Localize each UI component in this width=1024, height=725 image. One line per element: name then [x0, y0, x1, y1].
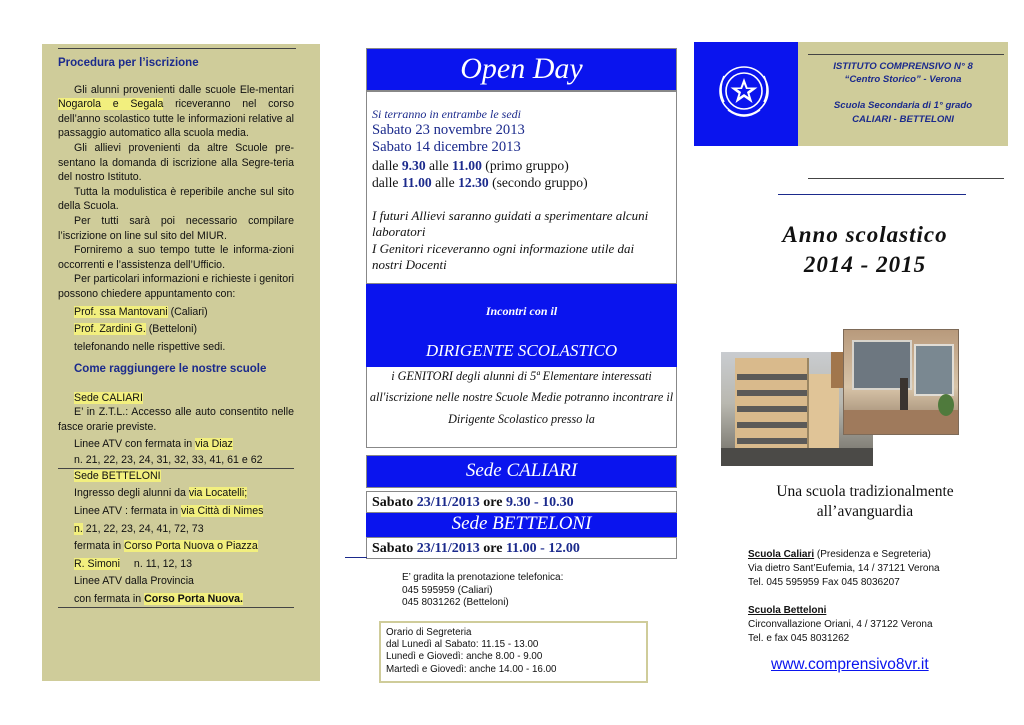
office-line-1: dal Lunedì al Sabato: 11.15 - 13.00 [386, 639, 539, 651]
title-divider [778, 194, 966, 195]
betteloni-slot-ore: ore [479, 541, 506, 556]
paragraph-online: Per tutti sarà poi necessario compilare l’iscrizione on line sul sito del MIUR. [58, 214, 294, 242]
contact-note: telefonando nelle rispettive sedi. [74, 340, 226, 353]
contact-info [748, 548, 940, 646]
emblem-box [694, 42, 798, 146]
betteloni-label-text: Sede BETTELONI [74, 469, 161, 482]
school-header [798, 42, 1008, 146]
contact-2 [58, 322, 294, 337]
betteloni-stop3-place: R. Simoni [74, 557, 120, 570]
meetings-with: Incontri con il [485, 304, 558, 318]
time2-text: dalle [372, 175, 402, 191]
caliari-stop: via Diaz [195, 437, 233, 450]
reach-title: Come raggiungere le nostre scuole [74, 363, 267, 376]
tagline-line-1: Una scuola tradizionalmente [776, 483, 954, 500]
italian-republic-emblem-icon [694, 42, 798, 146]
time1-text: dalle [372, 157, 402, 173]
caliari-numbers: n. 21, 22, 23, 24, 31, 32, 33, 41, 61 e 62 [58, 453, 294, 469]
caliari-contact-address: Via dietro Sant’Eufemia, 14 / 37121 Verona [748, 563, 940, 574]
office-title: Orario di Segreteria [386, 627, 472, 638]
betteloni-numbers-list: 21, 22, 23, 24, 41, 72, 73 [82, 522, 204, 535]
parents-meeting [366, 367, 677, 448]
province-lines: Linee ATV dalla Provincia [74, 575, 194, 588]
left-panel [42, 44, 320, 681]
school-year-label: Anno scolastico [782, 222, 948, 247]
parents-line-2: all'iscrizione nelle nostre Scuole Medie potranno incontrare il [369, 390, 674, 404]
sede-caliari-title: Sede CALIARI [366, 455, 677, 488]
caliari-slot-ore: ore [479, 495, 506, 510]
betteloni-stop2-text: fermata in [74, 540, 125, 553]
betteloni-slot-text: Sabato [372, 541, 417, 556]
sede-betteloni-title: Sede BETTELONI [366, 513, 677, 537]
principal-box [366, 284, 677, 367]
time2-from: 11.00 [401, 175, 432, 191]
betteloni-entry [58, 486, 294, 501]
header-divider-bottom [808, 178, 1004, 179]
paragraph-elementary [58, 83, 294, 141]
caliari-slot-text: Sabato [372, 495, 417, 510]
province-stop-place: Corso Porta Nuova. [144, 593, 243, 605]
school-type: Scuola Secondaria di 1° grado [833, 100, 973, 112]
caliari-slot-time: 9.30 - 10.30 [505, 495, 574, 510]
betteloni-slot-time: 11.00 - 12.00 [505, 541, 580, 556]
time1-text-b: alle [425, 157, 453, 173]
open-day-box [366, 91, 677, 284]
caliari-ztl: E’ in Z.T.L.: Accesso alle auto consentito nelle fasce orarie previste. [58, 406, 294, 434]
caliari-contact-role: (Presidenza e Segreteria) [814, 549, 931, 560]
betteloni-stop2-place: Corso Porta Nuova o Piazza [124, 540, 258, 553]
caliari-contact-name: Scuola Caliari [748, 549, 815, 560]
caliari-label [58, 391, 294, 406]
office-line-3: Martedì e Giovedì: anche 14.00 - 16.00 [386, 663, 557, 675]
procedure-title: Procedura per l’iscrizione [58, 57, 199, 69]
principal-title: DIRIGENTE SCOLASTICO [425, 341, 618, 360]
caliari-lines-text: Linee ATV con fermata in [74, 437, 196, 450]
caliari-contact-phone: Tel. 045 595959 Fax 045 8036207 [748, 577, 900, 588]
time1-to: 11.00 [452, 157, 482, 173]
time2-text-b: alle [431, 175, 459, 191]
p1-text-b: riceveranno nel corso dell’anno scolastico tutte le informazioni relative al passaggio automatico alla scuola media. [58, 98, 294, 140]
paragraph-forms: Tutta la modulistica è reperibile anche sul sito della Scuola. [58, 185, 294, 213]
open-day-date-2: Sabato 14 dicembre 2013 [372, 139, 521, 156]
betteloni-stop3-numbers: n. 11, 12, 13 [133, 557, 193, 570]
betteloni-entry-text: Ingresso degli alunni da [74, 487, 189, 500]
betteloni-contact-name: Scuola Betteloni [748, 605, 827, 616]
paragraph-assistance: Forniremo a suo tempo tutte le informa-zioni occorrenti e l’assistenza dell’Ufficio. [58, 244, 294, 271]
caliari-slot-date: 23/11/2013 [416, 495, 480, 510]
school-year-range: 2014 - 2015 [803, 252, 927, 277]
time2-to: 12.30 [458, 175, 489, 191]
parents-line-1: i GENITORI degli alunni di 5ª Elementare interessati [391, 369, 652, 383]
contact-1 [58, 305, 294, 320]
caliari-contact-title [748, 548, 940, 562]
contact-2-name: Prof. Zardini G. [74, 323, 146, 336]
institute-location: “Centro Storico” - Verona [844, 74, 962, 86]
contact-1-name: Prof. ssa Mantovani [74, 305, 168, 318]
photo-school-hallway [843, 329, 959, 435]
paragraph-other-schools: Gli allievi provenienti da altre Scuole pre-sentano la domanda di iscrizione alla Segre-teria del nostro Istituto. [58, 141, 294, 184]
betteloni-lines [58, 504, 294, 519]
time1-from: 9.30 [401, 157, 426, 173]
parents-info: I Genitori riceveranno ogni informazione utile dai nostri Docenti [372, 240, 635, 273]
betteloni-stop: via Città di Nimes [180, 505, 264, 518]
caliari-label-text: Sede CALIARI [74, 391, 143, 404]
betteloni-label [58, 469, 294, 484]
caliari-lines [58, 437, 294, 452]
p1-text: Gli alunni provenienti dalle scuole Ele-mentari [74, 83, 294, 96]
small-divider [345, 557, 367, 558]
betteloni-slot-date: 23/11/2013 [416, 541, 480, 556]
header-divider [808, 54, 1004, 55]
betteloni-stop2 [58, 539, 294, 554]
school-names: CALIARI - BETTELONI [852, 113, 954, 125]
booking-phone-1: 045 595959 (Caliari) [402, 584, 493, 596]
betteloni-contact-address: Circonvallazione Oriani, 4 / 37122 Verona [748, 619, 933, 630]
held-in: Si terranno in entrambe le sedi [372, 107, 521, 121]
tagline-line-2: all’avanguardia [816, 503, 914, 520]
parents-line-3: Dirigente Scolastico presso la [448, 412, 595, 426]
school-year [740, 220, 990, 280]
open-day-title: Open Day [366, 48, 677, 91]
office-line-2: Lunedì e Giovedì: anche 8.00 - 9.00 [386, 651, 543, 663]
betteloni-slot [366, 537, 677, 559]
caliari-slot [366, 491, 677, 513]
time-slot-2 [372, 174, 676, 191]
p1-highlight: Nogarola e Segala [58, 98, 164, 111]
paragraph-appointment: Per particolari informazioni e richieste i genitori possono chiedere appuntamento con: [58, 273, 294, 300]
province-stop [58, 592, 294, 608]
time-slot-1 [372, 157, 676, 174]
office-hours-box [379, 621, 648, 683]
top-divider [58, 48, 296, 49]
tagline [740, 482, 990, 522]
betteloni-numbers [58, 522, 294, 537]
betteloni-stop3 [58, 557, 294, 572]
time1-group: (primo gruppo) [481, 157, 569, 173]
booking-phone-2: 045 8031262 (Betteloni) [402, 597, 509, 608]
booking-info [402, 572, 563, 610]
betteloni-entry-street: via Locatelli; [188, 487, 248, 500]
contact-1-place: (Caliari) [167, 305, 208, 318]
contact-2-place: (Betteloni) [145, 323, 198, 336]
betteloni-contact-phone: Tel. e fax 045 8031262 [748, 633, 850, 644]
betteloni-numbers-prefix: n. [74, 522, 83, 535]
future-students: I futuri Allievi saranno guidati a sperimentare alcuni laboratori [372, 207, 649, 240]
time2-group: (secondo gruppo) [488, 175, 588, 191]
website-link[interactable]: www.comprensivo8vr.it [771, 656, 929, 673]
booking-text: E’ gradita la prenotazione telefonica: [402, 572, 564, 583]
province-stop-text: con fermata in [74, 593, 145, 605]
open-day-date-1: Sabato 23 novembre 2013 [372, 122, 525, 138]
institute-name: ISTITUTO COMPRENSIVO N° 8 [833, 61, 973, 72]
betteloni-lines-text: Linee ATV : fermata in [74, 505, 181, 518]
